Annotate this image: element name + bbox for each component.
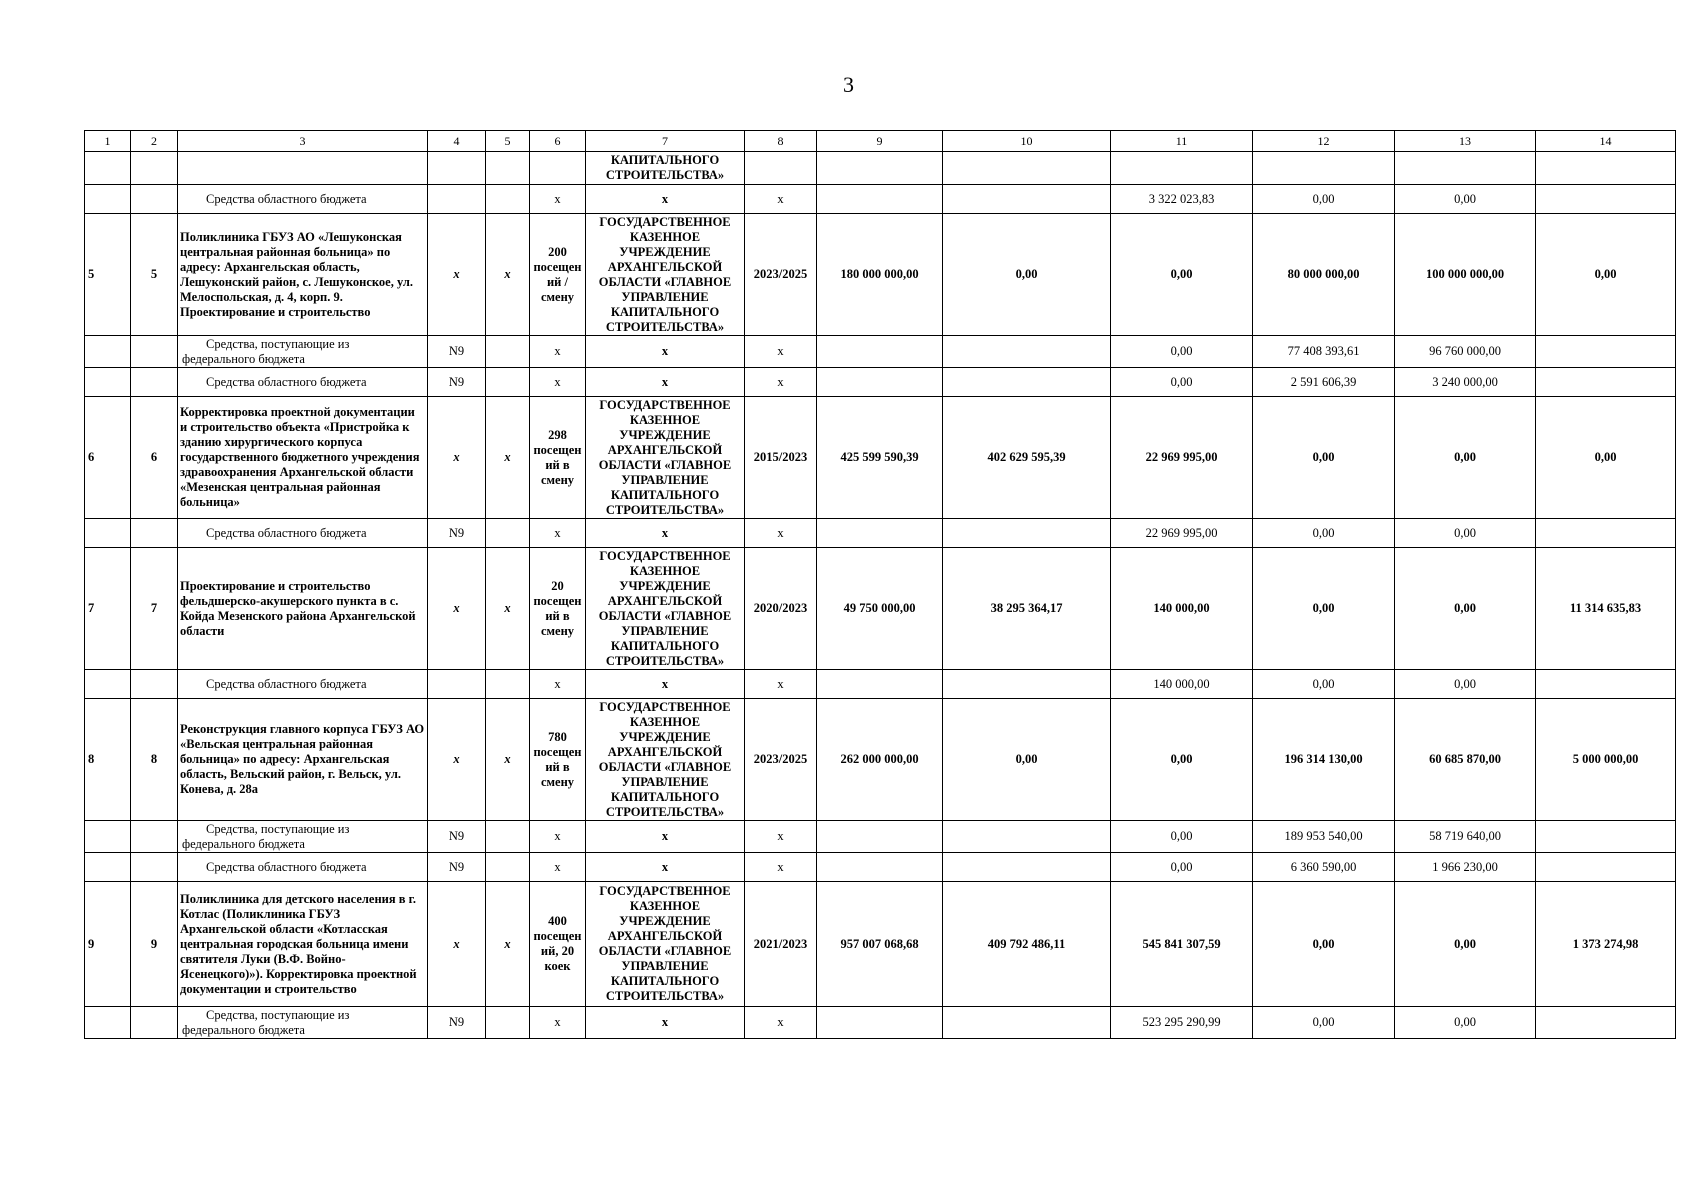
table-cell-col-13: 0,00 xyxy=(1395,519,1536,548)
table-cell-col-11: 22 969 995,00 xyxy=(1111,519,1253,548)
table-cell-col-14 xyxy=(1536,368,1676,397)
table-cell-col-5: x xyxy=(486,214,530,336)
table-cell-col-1: 8 xyxy=(85,699,131,821)
table-cell-col-7: ГОСУДАРСТВЕННОЕ КАЗЕННОЕ УЧРЕЖДЕНИЕ АРХАНГЕЛЬСКОЙ ОБЛАСТИ «ГЛАВНОЕ УПРАВЛЕНИЕ КАПИТАЛЬНОГО СТРОИТЕЛЬСТВА» xyxy=(586,214,745,336)
table-cell-col-11: 3 322 023,83 xyxy=(1111,185,1253,214)
object-row xyxy=(85,548,1676,670)
table-cell-col-8: x xyxy=(745,853,817,882)
table-cell-col-1 xyxy=(85,152,131,185)
table-cell-col-6: x xyxy=(530,670,586,699)
table-cell-col-2: 8 xyxy=(131,699,178,821)
table-cell-col-7: x xyxy=(586,519,745,548)
table-cell-col-9 xyxy=(817,336,943,368)
table-cell-col-1 xyxy=(85,368,131,397)
table-cell-col-7: x xyxy=(586,368,745,397)
table-cell-col-7: ГОСУДАРСТВЕННОЕ КАЗЕННОЕ УЧРЕЖДЕНИЕ АРХАНГЕЛЬСКОЙ ОБЛАСТИ «ГЛАВНОЕ УПРАВЛЕНИЕ КАПИТАЛЬНОГО СТРОИТЕЛЬСТВА» xyxy=(586,397,745,519)
object-row xyxy=(85,397,1676,519)
table-cell-col-14 xyxy=(1536,821,1676,853)
table-cell-col-6: x xyxy=(530,368,586,397)
column-number-cell: 13 xyxy=(1395,131,1536,152)
table-cell-col-4: N9 xyxy=(428,1007,486,1039)
table-cell-col-2: 5 xyxy=(131,214,178,336)
table-cell-col-7: ГОСУДАРСТВЕННОЕ КАЗЕННОЕ УЧРЕЖДЕНИЕ АРХАНГЕЛЬСКОЙ ОБЛАСТИ «ГЛАВНОЕ УПРАВЛЕНИЕ КАПИТАЛЬНОГО СТРОИТЕЛЬСТВА» xyxy=(586,548,745,670)
table-cell-col-6: x xyxy=(530,519,586,548)
table-cell-col-9 xyxy=(817,1007,943,1039)
page-number: 3 xyxy=(843,72,854,97)
table-cell-col-3: Средства, поступающие из федерального бюджета xyxy=(178,1007,428,1039)
table-cell-col-4: x xyxy=(428,214,486,336)
table-cell-col-5: x xyxy=(486,397,530,519)
table-cell-col-7: ГОСУДАРСТВЕННОЕ КАЗЕННОЕ УЧРЕЖДЕНИЕ АРХАНГЕЛЬСКОЙ ОБЛАСТИ «ГЛАВНОЕ УПРАВЛЕНИЕ КАПИТАЛЬНОГО СТРОИТЕЛЬСТВА» xyxy=(586,882,745,1007)
table-cell-col-11: 22 969 995,00 xyxy=(1111,397,1253,519)
table-cell-col-14 xyxy=(1536,185,1676,214)
table-cell-col-6: x xyxy=(530,336,586,368)
table-cell-col-11: 0,00 xyxy=(1111,699,1253,821)
table-cell-col-5 xyxy=(486,152,530,185)
table-cell-col-9 xyxy=(817,670,943,699)
table-cell-col-8: 2023/2025 xyxy=(745,699,817,821)
table-cell-col-5 xyxy=(486,670,530,699)
table-cell-col-13: 0,00 xyxy=(1395,1007,1536,1039)
table-cell-col-1 xyxy=(85,519,131,548)
table-cell-col-4: N9 xyxy=(428,368,486,397)
column-number-cell: 8 xyxy=(745,131,817,152)
table-cell-col-11: 545 841 307,59 xyxy=(1111,882,1253,1007)
table-cell-col-7: x xyxy=(586,1007,745,1039)
table-cell-col-11: 0,00 xyxy=(1111,336,1253,368)
column-number-cell: 2 xyxy=(131,131,178,152)
table-cell-col-6: x xyxy=(530,185,586,214)
table-cell-col-7: x xyxy=(586,336,745,368)
table-cell-col-14 xyxy=(1536,670,1676,699)
table-cell-col-12: 0,00 xyxy=(1253,1007,1395,1039)
table-cell-col-12: 0,00 xyxy=(1253,397,1395,519)
table-cell-col-9 xyxy=(817,853,943,882)
table-cell-col-8: x xyxy=(745,1007,817,1039)
funding-source-row xyxy=(85,670,1676,699)
funding-source-row xyxy=(85,368,1676,397)
table-cell-col-7: КАПИТАЛЬНОГО СТРОИТЕЛЬСТВА» xyxy=(586,152,745,185)
table-cell-col-7: x xyxy=(586,185,745,214)
table-cell-col-3: Средства областного бюджета xyxy=(178,185,428,214)
table-cell-col-8: 2021/2023 xyxy=(745,882,817,1007)
table-cell-col-1 xyxy=(85,336,131,368)
table-cell-col-4: x xyxy=(428,882,486,1007)
table-cell-col-12: 0,00 xyxy=(1253,519,1395,548)
table-cell-col-14: 1 373 274,98 xyxy=(1536,882,1676,1007)
table-cell-col-14 xyxy=(1536,853,1676,882)
table-cell-col-2 xyxy=(131,336,178,368)
table-cell-col-12: 196 314 130,00 xyxy=(1253,699,1395,821)
table-cell-col-9: 49 750 000,00 xyxy=(817,548,943,670)
table-cell-col-13: 96 760 000,00 xyxy=(1395,336,1536,368)
table-cell-col-7: x xyxy=(586,670,745,699)
table-cell-col-3: Средства областного бюджета xyxy=(178,519,428,548)
table-cell-col-6 xyxy=(530,152,586,185)
table-cell-col-2: 6 xyxy=(131,397,178,519)
table-cell-col-6: 200 посещений / смену xyxy=(530,214,586,336)
table-cell-col-3 xyxy=(178,152,428,185)
table-cell-col-5: x xyxy=(486,699,530,821)
table-cell-col-7: x xyxy=(586,853,745,882)
column-number-cell: 12 xyxy=(1253,131,1395,152)
table-cell-col-3: Корректировка проектной документации и строительство объекта «Пристройка к зданию хирургического корпуса государственного бюджетного учреждения здравоохранения Архангельской области «Мезенская центральная районная больница» xyxy=(178,397,428,519)
table-cell-col-5 xyxy=(486,185,530,214)
column-number-cell: 9 xyxy=(817,131,943,152)
table-cell-col-7: x xyxy=(586,821,745,853)
table-cell-col-5 xyxy=(486,519,530,548)
table-cell-col-4 xyxy=(428,185,486,214)
table-cell-col-8: 2023/2025 xyxy=(745,214,817,336)
table-cell-col-4: N9 xyxy=(428,853,486,882)
table-cell-col-9 xyxy=(817,152,943,185)
funding-source-row xyxy=(85,185,1676,214)
funding-source-row xyxy=(85,821,1676,853)
object-row xyxy=(85,699,1676,821)
object-row xyxy=(85,214,1676,336)
investment-table xyxy=(84,130,1676,1039)
table-cell-col-9: 262 000 000,00 xyxy=(817,699,943,821)
table-cell-col-8: x xyxy=(745,670,817,699)
table-cell-col-11: 0,00 xyxy=(1111,214,1253,336)
table-cell-col-8: 2015/2023 xyxy=(745,397,817,519)
table-cell-col-6: 20 посещений в смену xyxy=(530,548,586,670)
column-number-row xyxy=(85,131,1676,152)
table-cell-col-13 xyxy=(1395,152,1536,185)
table-cell-col-4: x xyxy=(428,548,486,670)
table-cell-col-2 xyxy=(131,821,178,853)
table-cell-col-4: x xyxy=(428,699,486,821)
table-cell-col-2: 7 xyxy=(131,548,178,670)
table-cell-col-1: 6 xyxy=(85,397,131,519)
table-cell-col-8: x xyxy=(745,519,817,548)
table-cell-col-7: ГОСУДАРСТВЕННОЕ КАЗЕННОЕ УЧРЕЖДЕНИЕ АРХАНГЕЛЬСКОЙ ОБЛАСТИ «ГЛАВНОЕ УПРАВЛЕНИЕ КАПИТАЛЬНОГО СТРОИТЕЛЬСТВА» xyxy=(586,699,745,821)
table-cell-col-3: Средства, поступающие из федерального бюджета xyxy=(178,336,428,368)
table-cell-col-12: 80 000 000,00 xyxy=(1253,214,1395,336)
table-cell-col-11: 523 295 290,99 xyxy=(1111,1007,1253,1039)
table-cell-col-12: 2 591 606,39 xyxy=(1253,368,1395,397)
table-cell-col-2 xyxy=(131,670,178,699)
table-cell-col-9 xyxy=(817,821,943,853)
table-cell-col-12: 77 408 393,61 xyxy=(1253,336,1395,368)
table-cell-col-12: 0,00 xyxy=(1253,185,1395,214)
table-cell-col-8: x xyxy=(745,368,817,397)
table-cell-col-8: 2020/2023 xyxy=(745,548,817,670)
table-cell-col-11: 0,00 xyxy=(1111,853,1253,882)
table-cell-col-9 xyxy=(817,185,943,214)
table-cell-col-3: Средства областного бюджета xyxy=(178,670,428,699)
table-cell-col-12 xyxy=(1253,152,1395,185)
table-cell-col-3: Средства, поступающие из федерального бюджета xyxy=(178,821,428,853)
funding-source-row xyxy=(85,336,1676,368)
table-cell-col-14: 0,00 xyxy=(1536,397,1676,519)
funding-source-row xyxy=(85,853,1676,882)
table-cell-col-4 xyxy=(428,152,486,185)
table-cell-col-1 xyxy=(85,853,131,882)
column-number-cell: 4 xyxy=(428,131,486,152)
table-cell-col-10 xyxy=(943,821,1111,853)
table-cell-col-14 xyxy=(1536,152,1676,185)
table-cell-col-13: 0,00 xyxy=(1395,185,1536,214)
table-cell-col-1: 9 xyxy=(85,882,131,1007)
table-cell-col-6: 400 посещений, 20 коек xyxy=(530,882,586,1007)
table-cell-col-12: 6 360 590,00 xyxy=(1253,853,1395,882)
table-cell-col-4: N9 xyxy=(428,519,486,548)
object-row xyxy=(85,882,1676,1007)
table-cell-col-2 xyxy=(131,519,178,548)
table-cell-col-5 xyxy=(486,336,530,368)
continuation-row xyxy=(85,152,1676,185)
table-cell-col-13: 0,00 xyxy=(1395,882,1536,1007)
table-cell-col-13: 1 966 230,00 xyxy=(1395,853,1536,882)
table-cell-col-14: 0,00 xyxy=(1536,214,1676,336)
table-cell-col-10 xyxy=(943,368,1111,397)
table-cell-col-6: x xyxy=(530,853,586,882)
table-cell-col-2 xyxy=(131,1007,178,1039)
table-cell-col-5 xyxy=(486,368,530,397)
table-cell-col-6: 780 посещений в смену xyxy=(530,699,586,821)
table-cell-col-13: 0,00 xyxy=(1395,670,1536,699)
table-cell-col-14 xyxy=(1536,336,1676,368)
table-cell-col-2 xyxy=(131,853,178,882)
table-cell-col-3: Средства областного бюджета xyxy=(178,853,428,882)
column-number-cell: 10 xyxy=(943,131,1111,152)
table-cell-col-12: 189 953 540,00 xyxy=(1253,821,1395,853)
table-cell-col-10 xyxy=(943,336,1111,368)
table-cell-col-5 xyxy=(486,1007,530,1039)
table-cell-col-4: N9 xyxy=(428,821,486,853)
table-cell-col-9: 957 007 068,68 xyxy=(817,882,943,1007)
table-cell-col-10 xyxy=(943,519,1111,548)
table-cell-col-12: 0,00 xyxy=(1253,670,1395,699)
table-cell-col-10 xyxy=(943,670,1111,699)
table-cell-col-9 xyxy=(817,519,943,548)
table-cell-col-1 xyxy=(85,670,131,699)
table-cell-col-6: x xyxy=(530,821,586,853)
table-cell-col-12: 0,00 xyxy=(1253,882,1395,1007)
table-cell-col-13: 0,00 xyxy=(1395,397,1536,519)
table-cell-col-2: 9 xyxy=(131,882,178,1007)
table-cell-col-8: x xyxy=(745,185,817,214)
table-cell-col-10 xyxy=(943,185,1111,214)
table-cell-col-10: 38 295 364,17 xyxy=(943,548,1111,670)
table-cell-col-1 xyxy=(85,821,131,853)
table-cell-col-10: 0,00 xyxy=(943,699,1111,821)
table-cell-col-1: 7 xyxy=(85,548,131,670)
table-cell-col-10 xyxy=(943,1007,1111,1039)
table-cell-col-10 xyxy=(943,853,1111,882)
column-number-cell: 1 xyxy=(85,131,131,152)
funding-source-row xyxy=(85,519,1676,548)
table-cell-col-1: 5 xyxy=(85,214,131,336)
table-cell-col-12: 0,00 xyxy=(1253,548,1395,670)
table-cell-col-13: 58 719 640,00 xyxy=(1395,821,1536,853)
table-cell-col-8: x xyxy=(745,821,817,853)
table-cell-col-4: x xyxy=(428,397,486,519)
table-cell-col-5 xyxy=(486,853,530,882)
table-cell-col-11: 0,00 xyxy=(1111,821,1253,853)
table-cell-col-13: 100 000 000,00 xyxy=(1395,214,1536,336)
table-cell-col-14 xyxy=(1536,519,1676,548)
funding-source-row xyxy=(85,1007,1676,1039)
table-cell-col-1 xyxy=(85,185,131,214)
table-cell-col-11 xyxy=(1111,152,1253,185)
column-number-cell: 5 xyxy=(486,131,530,152)
table-cell-col-13: 0,00 xyxy=(1395,548,1536,670)
table-cell-col-10: 402 629 595,39 xyxy=(943,397,1111,519)
column-number-cell: 7 xyxy=(586,131,745,152)
table-cell-col-14: 5 000 000,00 xyxy=(1536,699,1676,821)
table-cell-col-5: x xyxy=(486,548,530,670)
table-cell-col-3: Проектирование и строительство фельдшерско-акушерского пункта в с. Койда Мезенского района Архангельской области xyxy=(178,548,428,670)
column-number-cell: 6 xyxy=(530,131,586,152)
table-cell-col-8: x xyxy=(745,336,817,368)
column-number-cell: 3 xyxy=(178,131,428,152)
table-cell-col-10 xyxy=(943,152,1111,185)
table-cell-col-2 xyxy=(131,185,178,214)
table-cell-col-6: 298 посещений в смену xyxy=(530,397,586,519)
table-cell-col-3: Реконструкция главного корпуса ГБУЗ АО «Вельская центральная районная больница» по адресу: Архангельская область, Вельский район, г. Вельск, ул. Конева, д. 28а xyxy=(178,699,428,821)
table-cell-col-13: 60 685 870,00 xyxy=(1395,699,1536,821)
table-cell-col-4: N9 xyxy=(428,336,486,368)
table-cell-col-3: Поликлиника для детского населения в г. Котлас (Поликлиника ГБУЗ Архангельской области «Котласская центральная городская больница имени святителя Луки (В.Ф. Войно-Ясенецкого)»). Корректировка проектной документации и строительство xyxy=(178,882,428,1007)
table-cell-col-14 xyxy=(1536,1007,1676,1039)
column-number-cell: 11 xyxy=(1111,131,1253,152)
table-cell-col-3: Поликлиника ГБУЗ АО «Лешуконская центральная районная больница» по адресу: Архангельская область, Лешуконский район, с. Лешуконское, ул. Мелоспольская, д. 4, корп. 9. Проектирование и строительство xyxy=(178,214,428,336)
table-cell-col-2 xyxy=(131,152,178,185)
table-cell-col-1 xyxy=(85,1007,131,1039)
table-cell-col-11: 0,00 xyxy=(1111,368,1253,397)
table-cell-col-2 xyxy=(131,368,178,397)
table-cell-col-4 xyxy=(428,670,486,699)
table-cell-col-6: x xyxy=(530,1007,586,1039)
table-cell-col-14: 11 314 635,83 xyxy=(1536,548,1676,670)
table-cell-col-10: 409 792 486,11 xyxy=(943,882,1111,1007)
table-cell-col-9 xyxy=(817,368,943,397)
table-cell-col-11: 140 000,00 xyxy=(1111,670,1253,699)
table-cell-col-13: 3 240 000,00 xyxy=(1395,368,1536,397)
table-cell-col-3: Средства областного бюджета xyxy=(178,368,428,397)
table-cell-col-10: 0,00 xyxy=(943,214,1111,336)
table-cell-col-5: x xyxy=(486,882,530,1007)
table-cell-col-5 xyxy=(486,821,530,853)
table-cell-col-11: 140 000,00 xyxy=(1111,548,1253,670)
table-cell-col-8 xyxy=(745,152,817,185)
table-cell-col-9: 180 000 000,00 xyxy=(817,214,943,336)
column-number-cell: 14 xyxy=(1536,131,1676,152)
table-cell-col-9: 425 599 590,39 xyxy=(817,397,943,519)
